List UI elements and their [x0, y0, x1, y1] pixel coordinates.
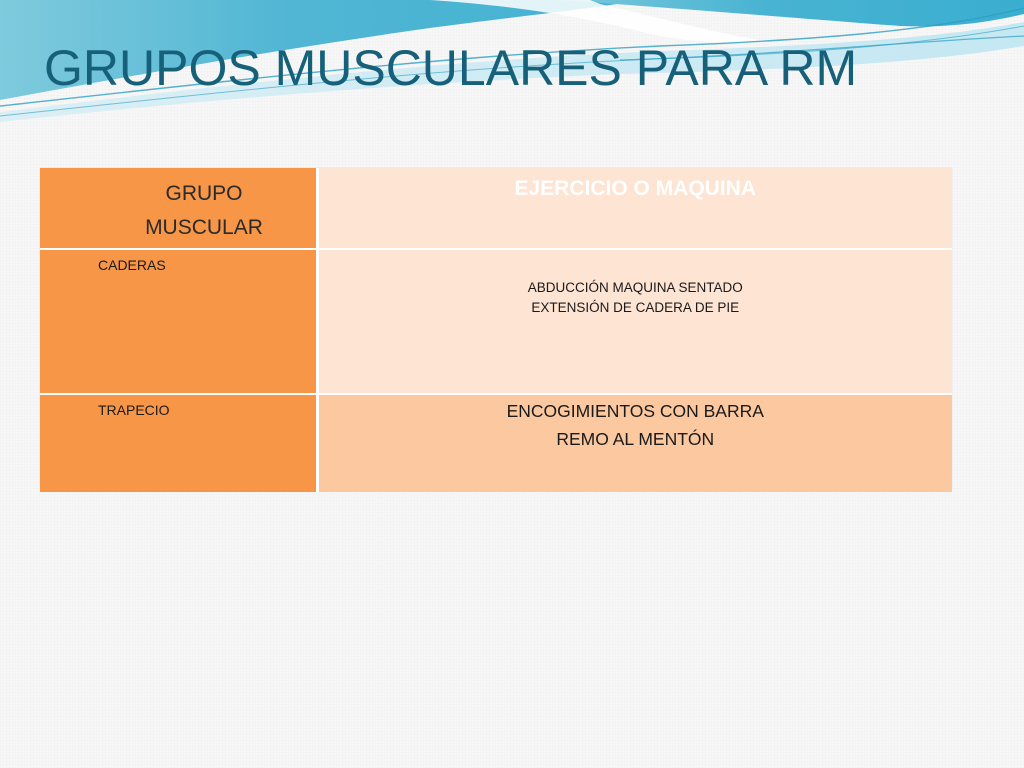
exercise-item: ENCOGIMIENTOS CON BARRA — [506, 401, 764, 421]
group-cell — [40, 249, 317, 394]
page-title: GRUPOS MUSCULARES PARA RM — [44, 40, 858, 96]
muscle-groups-table-container — [40, 168, 952, 489]
header-group-line2: MUSCULAR — [145, 216, 263, 239]
table-row — [40, 249, 952, 394]
exercise-item: EXTENSIÓN DE CADERA DE PIE — [531, 300, 740, 315]
table-row — [40, 394, 952, 492]
group-label-caderas: CADERAS — [98, 257, 166, 273]
exercise-item: REMO AL MENTÓN — [556, 429, 715, 449]
exercise-list — [319, 278, 953, 318]
header-group-label — [94, 174, 314, 248]
group-label-trapecio: TRAPECIO — [98, 402, 170, 418]
header-cell-group — [40, 168, 317, 249]
header-group-line1: GRUPO — [165, 182, 243, 205]
header-exercise-label: EJERCICIO O MAQUINA — [514, 177, 757, 200]
group-cell — [40, 394, 317, 492]
table-header-row — [40, 168, 952, 249]
header-cell-exercise — [317, 168, 952, 249]
exercise-cell — [317, 394, 952, 492]
exercise-list — [319, 397, 953, 453]
exercise-item: ABDUCCIÓN MAQUINA SENTADO — [527, 280, 743, 295]
muscle-groups-table — [40, 168, 952, 492]
exercise-cell — [317, 249, 952, 394]
